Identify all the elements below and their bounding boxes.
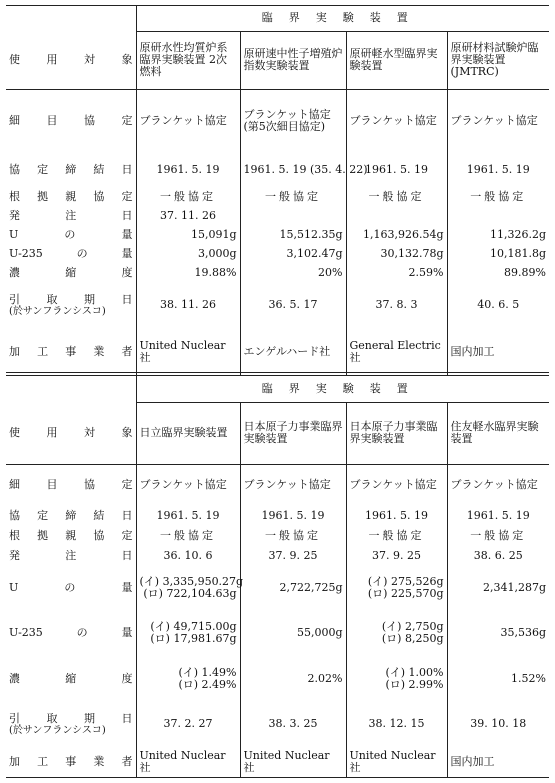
cell-order: 37. 9. 25 — [346, 546, 447, 566]
section-header: 臨界実験装置 — [136, 376, 549, 402]
cell-u235 — [346, 610, 447, 656]
value-ro: (ロ) 8,250g — [381, 632, 444, 645]
cell-u235: 10,181.8g — [489, 247, 546, 260]
cell-u-amount: 11,326.2g — [489, 228, 546, 241]
value-i: (イ) 1.49% — [178, 666, 237, 679]
label-u235: U-235の量 — [6, 610, 136, 656]
label-agreement: 細目協定 — [6, 89, 136, 153]
cell-order — [447, 207, 549, 225]
label-usage: 使用対象 — [6, 31, 136, 89]
value-ro: (ロ) 2.99% — [385, 678, 444, 691]
cell-u235: 30,132.78g — [346, 245, 447, 263]
cell-order: 38. 6. 25 — [473, 549, 523, 562]
cell-order: 37. 9. 25 — [240, 546, 346, 566]
label-basis: 根拠親協定 — [6, 187, 136, 207]
cell-u235: 3,000g — [136, 245, 240, 263]
cell-date: 1961. 5. 19 — [466, 509, 530, 522]
cell-processor: エンゲルハード社 — [240, 327, 346, 376]
cell-order — [346, 207, 447, 225]
cell-delivery: 36. 5. 17 — [240, 283, 346, 327]
label-date: 協定締結日 — [6, 153, 136, 187]
cell-date: 1961. 5. 19 — [136, 506, 240, 526]
cell-u235 — [136, 610, 240, 656]
cell-agreement: ブランケット協定 — [346, 89, 447, 153]
value-i: (イ) 1.00% — [385, 666, 444, 679]
label-delivery — [6, 283, 136, 327]
cell-delivery: 37. 8. 3 — [346, 283, 447, 327]
cell-u-amount: 2,341,287g — [482, 581, 546, 594]
cell-basis: 一般協定 — [136, 187, 240, 207]
top-table — [6, 6, 549, 376]
cell-processor: United Nuclear 社 — [240, 746, 346, 777]
bottom-table — [6, 376, 549, 777]
cell-processor: 国内加工 — [450, 754, 495, 768]
cell-processor: United Nuclear 社 — [346, 746, 447, 777]
cell-u-amount: 2,722,725g — [240, 566, 346, 610]
cell-u-amount: 15,091g — [136, 225, 240, 245]
cell-basis: 一般協定 — [470, 529, 527, 542]
cell-agreement: ブランケット協定 — [136, 464, 240, 506]
value-i: (イ) 2,750g — [381, 620, 444, 633]
value-ro: (ロ) 17,981.67g — [150, 632, 237, 645]
value-i: (イ) 49,715.00g — [150, 620, 237, 633]
cell-date: 1961. 5. 19 (35. 4. 22) — [240, 153, 346, 187]
label-u-amount: Uの量 — [6, 566, 136, 610]
cell-basis: 一般協定 — [346, 526, 447, 546]
cell-enrichment: 1.52% — [511, 672, 546, 685]
cell-agreement: ブランケット協定 (第5次細目協定) — [240, 89, 346, 153]
label-agreement: 細目協定 — [6, 464, 136, 506]
cell-order: 36. 10. 6 — [136, 546, 240, 566]
cell-basis: 一般協定 — [240, 187, 346, 207]
value-i: (イ) 275,526g — [367, 575, 444, 588]
corner-cell — [6, 6, 136, 31]
cell-agreement: ブランケット協定 — [450, 478, 538, 492]
label-basis: 根拠親協定 — [6, 526, 136, 546]
label-delivery-sub: (於サンフランシスコ) — [9, 724, 106, 736]
label-delivery — [6, 702, 136, 746]
cell-processor: United Nuclear 社 — [136, 746, 240, 777]
cell-processor: General Electric 社 — [346, 327, 447, 376]
cell-delivery: 39. 10. 18 — [470, 717, 527, 730]
cell-processor: 国内加工 — [450, 344, 495, 358]
column-header: 日本原子力事業臨界実験装置 — [240, 402, 346, 464]
cell-u235: 35,536g — [500, 626, 546, 639]
value-ro: (ロ) 722,104.63g — [143, 587, 237, 600]
cell-delivery: 37. 2. 27 — [136, 702, 240, 746]
cell-enrichment: 89.89% — [504, 266, 546, 279]
column-header: 日立臨界実験装置 — [136, 402, 240, 464]
cell-enrichment: 2.02% — [240, 656, 346, 702]
cell-date: 1961. 5. 19 — [136, 153, 240, 187]
label-date: 協定締結日 — [6, 506, 136, 526]
column-header: 原研材料試験炉臨界実験装置 (JMTRC) — [447, 31, 549, 89]
column-header: 原研速中性子増殖炉指数実験装置 — [240, 31, 346, 89]
cell-delivery: 40. 6. 5 — [477, 298, 520, 311]
label-delivery-sub: (於サンフランシスコ) — [9, 305, 106, 317]
cell-enrichment — [346, 656, 447, 702]
label-enrichment: 濃縮度 — [6, 656, 136, 702]
cell-enrichment — [136, 656, 240, 702]
cell-basis: 一般協定 — [240, 526, 346, 546]
value-ro: (ロ) 2.49% — [178, 678, 237, 691]
cell-enrichment: 2.59% — [346, 263, 447, 283]
section-header: 臨界実験装置 — [136, 6, 549, 31]
cell-order — [240, 207, 346, 225]
cell-date: 1961. 5. 19 — [466, 163, 530, 176]
cell-agreement: ブランケット協定 — [346, 464, 447, 506]
label-u235: U-235の量 — [6, 245, 136, 263]
cell-date: 1961. 5. 19 — [240, 506, 346, 526]
column-header: 原研軽水型臨界実験装置 — [346, 31, 447, 89]
cell-u235: 55,000g — [240, 610, 346, 656]
label-processor: 加工事業者 — [6, 746, 136, 777]
cell-basis: 一般協定 — [136, 526, 240, 546]
cell-date: 1961. 5. 19 — [346, 153, 447, 187]
cell-order: 37. 11. 26 — [136, 207, 240, 225]
column-header: 住友軽水臨界実験装置 — [447, 402, 549, 464]
label-order: 発注日 — [6, 207, 136, 225]
column-header: 日本原子力事業臨界実験装置 — [346, 402, 447, 464]
label-processor: 加工事業者 — [6, 327, 136, 376]
label-order: 発注日 — [6, 546, 136, 566]
cell-agreement: ブランケット協定 — [136, 89, 240, 153]
label-delivery-main: 引取期日 — [9, 711, 133, 725]
cell-delivery: 38. 11. 26 — [136, 283, 240, 327]
cell-delivery: 38. 12. 15 — [346, 702, 447, 746]
label-u-amount: Uの量 — [6, 225, 136, 245]
label-delivery-main: 引取期日 — [9, 292, 133, 306]
value-i: (イ) 3,335,950.27g — [139, 575, 244, 588]
cell-u235: 3,102.47g — [240, 245, 346, 263]
value-ro: (ロ) 225,570g — [367, 587, 444, 600]
cell-delivery: 38. 3. 25 — [240, 702, 346, 746]
cell-agreement: ブランケット協定 — [240, 464, 346, 506]
cell-u-amount: 1,163,926.54g — [346, 225, 447, 245]
cell-u-amount — [346, 566, 447, 610]
table-bottom-border — [6, 777, 549, 778]
label-enrichment: 濃縮度 — [6, 263, 136, 283]
cell-date: 1961. 5. 19 — [346, 506, 447, 526]
cell-processor: United Nuclear 社 — [136, 327, 240, 376]
cell-enrichment: 19.88% — [136, 263, 240, 283]
corner-cell — [6, 376, 136, 402]
cell-enrichment: 20% — [240, 263, 346, 283]
column-header: 原研水性均質炉系臨界実験装置 2次燃料 — [136, 31, 240, 89]
cell-u-amount — [136, 566, 244, 610]
cell-basis: 一般協定 — [470, 190, 527, 203]
cell-basis: 一般協定 — [346, 187, 447, 207]
cell-agreement: ブランケット協定 — [450, 114, 538, 128]
label-usage: 使用対象 — [6, 402, 136, 464]
cell-u-amount: 15,512.35g — [240, 225, 346, 245]
